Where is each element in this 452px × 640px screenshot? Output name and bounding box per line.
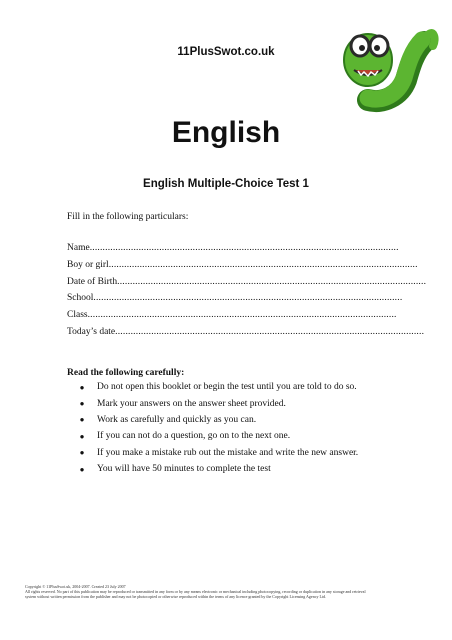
- particulars-list: [67, 243, 427, 344]
- copyright-footer: [25, 584, 425, 599]
- field-label: Today’s date: [67, 326, 116, 337]
- instructions-heading: Read the following carefully:: [67, 368, 185, 378]
- fill-line: ........................................................................................................................: [108, 259, 418, 270]
- instruction-text: If you can not do a question, go on to the next one.: [97, 431, 291, 442]
- instruction-text: You will have 50 minutes to complete the test: [97, 464, 271, 475]
- bullet-icon: ●: [79, 448, 85, 458]
- fill-line: ........................................................................................................................: [87, 310, 397, 321]
- instruction-item: [67, 428, 397, 444]
- field-label: Class: [67, 310, 88, 321]
- instruction-text: If you make a mistake rub out the mistake and write the new answer.: [97, 447, 359, 458]
- field-todays-date[interactable]: [67, 326, 425, 344]
- site-name: 11PlusSwot.co.uk: [177, 46, 275, 58]
- copyright-line: Copyright © 11PlusSwot.uk, 2004-2007. Created 23 July 2007: [25, 584, 126, 589]
- field-label: School: [67, 293, 94, 304]
- field-class[interactable]: [67, 310, 397, 327]
- field-label: Boy or girl: [67, 259, 109, 270]
- rights-line: system without written permission from the publisher and may not be photocopied or otherwise reproduced within the terms of any licence granted by the Copyright Licensing Agency Ltd.: [25, 594, 327, 599]
- instruction-item: [67, 445, 397, 461]
- bullet-icon: ●: [79, 399, 85, 409]
- fill-line: ........................................................................................................................: [89, 243, 399, 253]
- instruction-item: [67, 412, 397, 428]
- bullet-icon: ●: [79, 464, 85, 474]
- instruction-text: Do not open this booklet or begin the test until you are told to do so.: [97, 382, 357, 393]
- fill-line: ........................................................................................................................: [117, 276, 427, 287]
- fill-line: ........................................................................................................................: [93, 293, 403, 304]
- bullet-icon: ●: [79, 382, 85, 392]
- bullet-icon: ●: [79, 431, 85, 441]
- field-label: Name: [67, 243, 90, 253]
- test-subtitle: English Multiple-Choice Test 1: [143, 178, 309, 190]
- instruction-text: Work as carefully and quickly as you can.: [97, 414, 257, 425]
- instructions-list: [67, 379, 397, 477]
- field-label: Date of Birth: [67, 276, 118, 287]
- field-boy-or-girl[interactable]: [67, 259, 418, 277]
- particulars-heading: Fill in the following particulars:: [67, 212, 189, 222]
- rights-line: All rights reserved. No part of this publication may be reproduced or transmitted in any form or by any means electronic or mechanical including photocopying, recording or duplication in any storage and retrieval: [25, 589, 366, 594]
- worm-with-glasses-icon: [338, 8, 438, 106]
- instruction-item: [67, 379, 397, 395]
- field-school[interactable]: [67, 293, 403, 310]
- instruction-item: [67, 461, 397, 477]
- instruction-item: [67, 395, 397, 411]
- page-title: English: [171, 116, 281, 149]
- field-name[interactable]: [67, 243, 399, 260]
- fill-line: ........................................................................................................................: [115, 326, 425, 337]
- field-date-of-birth[interactable]: [67, 276, 427, 294]
- instruction-text: Mark your answers on the answer sheet provided.: [97, 398, 286, 409]
- bullet-icon: ●: [79, 415, 85, 425]
